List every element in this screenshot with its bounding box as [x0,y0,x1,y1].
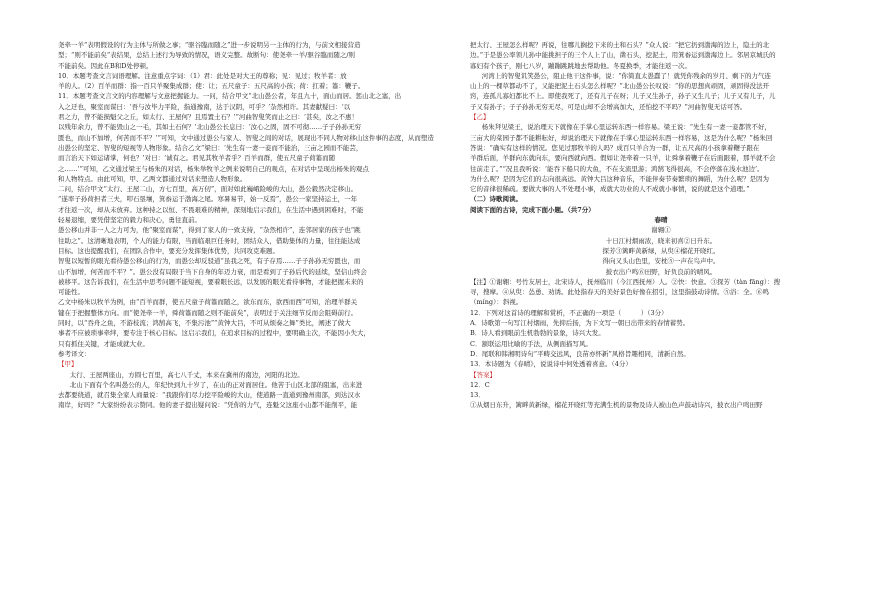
text-line: 之……’”可知，乙文通过梁王与杨朱的对话，杨朱举牧羊之例来说明自己的观点，在对话中呈现出杨朱的观点 [58,164,369,173]
text-line: 子又有孙子；子子孙孙无穷无尽，可是山却不会增高加大，还怕挖不平吗？”河曲智叟无话可答。 [470,102,747,111]
text-line: 探芳③篱畔黄新绿，从臾④榴花开晓红。 [602,246,720,255]
text-line: 13．本诗题为《春晴》，说说诗中何处透着喜意。（4分） [470,360,632,369]
text-line: B．诗人看到眼前生机勃勃的景象，诗兴大发。 [470,329,605,338]
text-line: 乙文中杨朱以牧羊为例，由“百羊而群，使五尺童子荷箠而随之，欲东而东，欲西而西”可知，治理羊群关 [58,298,358,307]
text-line: 边。”于是愚公率领儿孙中能挑担子的三个人上了山，凿石头，挖泥土，用箕畚运到渤海边上。邻居京城氏的 [470,51,776,60]
text-line: 【注】①谢翱：号竹友居士，北宋诗人，抚州临川（今江西抚州）人。②快：快意。③探芳（tàn fāng）：搜 [470,277,781,286]
text-line: 三亩大的菜园子都不能耕耘好，却说治理天下就像在手掌心里运转东西一样容易，这是为什么呢？”杨朱回 [470,133,773,142]
text-line: 可能性。 [58,288,84,297]
text-line: 十日江村烟雨浓，晓来初喜②日升东。 [605,236,717,245]
text-line: 13． [470,391,485,400]
text-line: 把太行、王屋怎么样呢？再说，往哪儿搁挖下来的土和石头？”众人说：“把它扔到渤海的边上，隐土的北 [470,41,770,49]
text-line: 被移平。这告诉我们，在生活中思考问题不能短视，要着眼长远，以发展的眼光看待事物，才能把握未来的 [58,277,364,286]
text-line: 和人物特点。由此可知，甲、乙两文都通过对话来塑造人物形象。 [58,174,247,183]
text-line: 君之力，曾不能损魁父之丘，如太行、王屋何？且焉置土石？’”河曲智叟笑而止之曰：‘甚矣，汝之不惠！ [58,113,358,122]
text-line: 【乙】 [470,113,490,122]
text-line: 谢翱① [651,226,671,235]
text-line: 为什么呢？是因为它们的志向很高远。黄钟大吕这种音乐，不能伴奏节奏繁琐的舞蹈，为什么呢？是因为 [470,174,769,183]
right-column [470,40,852,602]
text-line: （míng）：斜视。 [470,298,523,307]
text-line: 羊群后面，羊群向东就向东，要向西就向西。假如让尧牵着一只羊，让舜拿着鞭子在后面跟着，那羊就不会 [470,154,776,163]
text-line: 【答案】 [470,370,496,379]
text-line: 以残年余力，曾不能毁山之一毛，其如土石何？’北山愚公长息曰：‘汝心之固，固不可彻……子子孙孙无穷 [58,123,362,132]
text-line: 往前走了。”“况且我听说：‘能吞下船只的大鱼，不在支流里游；鸿鹄飞得很高，不会停落在浅水池边’。 [470,164,764,173]
text-line: 事者不应被琐事牵绊，要专注于核心目标。这启示我们，在追求目标的过程中，要明确主次，不能因小失大， [58,329,370,338]
text-line: 寻，搜摩。④从臾：怂恿、劝诱。此处指春天的美好景色好像在招引，这里指鼓动诗情。⑤浴：全。⑥鸣 [470,288,769,297]
text-line: “遂率子孙荷担者三夫，叩石垦壤，箕畚运于渤海之尾。寒暑易节，始一反焉”，愚公一家坚持运土，一年 [58,195,358,204]
text-line: 匮也，而山不加增，何苦而不平？’”可知，文中通过愚公与家人、智叟之间的对话，展现出不同人物对移山这件事的态度，从而塑造 [58,133,434,142]
text-line: 才往返一次，却从未放弃。这种持之以恒、不畏艰难的精神，深刻地启示我们，在生活中遇到困难时，不能 [58,205,364,214]
text-line: 目标。这也提醒我们，在团队合作中，要充分发挥集体优势，共同攻克难题。 [58,246,279,255]
text-line: 它的音律很稀疏。要做大事的人不处理小事，成就大功业的人不成就小事情，说的就是这个道理。” [470,185,750,194]
text-line: 答说：“确实有这样的情况。您见过那牧羊的人吗？成百只羊合为一群，让五尺高的小孩拿着鞭子跟在 [470,143,760,152]
text-line: 型；“则不能前矣”表结果，总结上述行为导致的情况，语义完整。故断句：使尧牵一羊/驱谷臨而随之/则 [58,51,356,60]
text-line: 10．本题考查文言词语理解。注意重点字词：（1）君：此处是对大王的尊称；见：见过；牧羊者：放 [58,71,347,80]
text-line: 南岸，好吗？”大家纷纷表示赞同。他的妻子提出疑问说：“凭你的力气，连魁父这座小山都不能削平，能 [58,401,358,410]
text-line: 不能前矣。因此在B和D处停顿。 [58,61,153,70]
text-line: 披衣出户鸣⑥田野，好负良前的晴风。 [605,267,717,276]
text-line: 太行、王屋两座山，方圆七百里，高七八千丈，本来在冀州的南边，河阳的北边。 [69,370,304,379]
text-line: 山上的一棵草都动不了，又能把泥土石头怎么样呢？”北山愚公长叹说：“你的思想真顽固，顽固得没法开 [470,82,770,91]
text-line: 北山下面有个名叫愚公的人，年纪快到九十岁了，在山的正对面居住。他苦于山区北部的阻塞，出来进 [69,380,363,389]
text-line: A．诗歌第一句写江村烟雨，先抑后扬，为下文写一朝日出带来的春情蓄势。 [470,319,690,328]
text-line: 而言治天下如运诸掌，何也？’对曰：‘诚有之。君见其牧羊者乎？百羊而群，使五尺童子荷箠而随 [58,154,336,163]
text-line: 窍，连孤儿寡妇都比不上。即使我死了，还有儿子在呀；儿子又生孙子，孙子又生儿子；儿子又有儿子，儿 [470,92,776,101]
text-line: 羊的人。（2）百羊而群：指一百只羊聚集成群；使：让；五尺童子：五尺高的小孩；荷：扛着；箠：鞭子。 [58,82,365,91]
left-column [58,40,440,602]
text-line: （二）诗歌阅读。 [470,195,522,204]
text-line: 【甲】 [58,360,78,369]
text-line: 杨朱拜见梁王，说治理天下就像在手掌心里运转东西一样容易。梁王说：“先生有一妻一妾都管不好， [481,123,772,132]
text-line: 12．C [470,380,490,389]
text-line: 智叟以短暂的眼光看待愚公移山的行为，而愚公却反驳道“虽我之死，有子存焉……子子孙孙无穷匮也，而 [58,257,361,266]
text-line: 得向又头山色里，安枕⑤一声在鸟声中。 [602,257,720,266]
text-line: 寡妇有个孩子，刚七八岁，蹦蹦跳跳地去帮助他。冬夏换季，才能往返一次。 [470,61,691,70]
text-line: 去都要绕道，就召集全家人商量说：“我跟你们尽力挖平险峻的大山，使道路一直通到豫州南部，到达汉水 [58,391,361,400]
text-line: 出愚公的坚定、智叟的短视等人物形象。结合乙文“梁曰：‘先生有一妻一妾而不能治，三亩之园而不能芸， [58,143,363,152]
text-line: 参考译文： [58,349,91,358]
text-line: 轻易退缩，要凭借坚定的毅力和决心，勇往直前。 [58,216,201,225]
text-line: 春晴 [654,216,668,225]
text-line: 12．下列对这首诗的理解和赏析，不正确的一项是（ ）（3分） [470,308,668,317]
text-line: 河湾上的智叟讥笑愚公，阻止他干这件事，说：“你简直太愚蠢了！就凭你残余的岁月、剩下的力气连 [481,71,772,80]
text-line: D．尾联和韩湘明诗句“平畴交远风，良苗亦怀新”风格旨趣相同，清新自然。 [470,349,690,358]
text-line: 往助之”。这清晰地表明，个人的能力有限，当面临艰巨任务时，团结众人，借助集体的力量，往往能达成 [58,236,361,245]
text-line: 同时，以“吞舟之鱼，不游枝流；鸿鹄高飞，不集污池”“黄钟大吕，不可从烦奏之舞”类比，阐述了做大 [58,319,351,328]
text-line: 入之迂也，聚室而谋曰：‘吾与汝毕力平险，指通豫南，达于汉阴，可乎？’杂然相许。其妻献疑曰：‘以 [58,102,351,111]
text-line: 山不加增，何苦而不平？”。愚公没有局限于当下自身的年迈力衰，而是看到了子孙后代的延续，坚信山终会 [58,267,367,276]
text-line: 尧牵一羊”表明假设的行为主体与所做之事；“驱谷臨而随之”进一步说明另一主体的行为，与前文相接营造 [58,41,361,49]
text-line: C．颔联运用比喻的手法，从侧面描写风。 [470,339,592,348]
text-line: 二问，结合甲文“太行、王屋二山，方七百里，高万仞”，面对如此巍峨险峻的大山，愚公毅然决定移山。 [58,185,358,194]
text-line: 只有抓住关键，才能成就大业。 [58,339,149,348]
text-line: 愚公移山并非一人之力可为，他“聚室而谋”，得到了家人的一致支持，“杂然相许”，连邻居家的孩子也“跳 [58,226,361,235]
text-line: 键在于把握整体方向。而“使尧牵一羊，舜荷箠而随之则不能前矣”，表明过于关注细节反而会阻碍前行。 [58,308,358,317]
text-line: 11．本题考查文言文的内容理解与文意把握能力。一问，结合甲文“北山愚公者，年且九十，面山而居。惩山北之塞，出 [58,92,402,101]
text-line: ①从烟日东升，篱畔黄新绿，榴花开晓红等充满生机的景物及诗人被山色声鼓动诗兴，披衣出户鸣田野 [470,401,763,410]
text-line: 阅读下面的古诗，完成下面小题。（共7分） [470,205,595,214]
